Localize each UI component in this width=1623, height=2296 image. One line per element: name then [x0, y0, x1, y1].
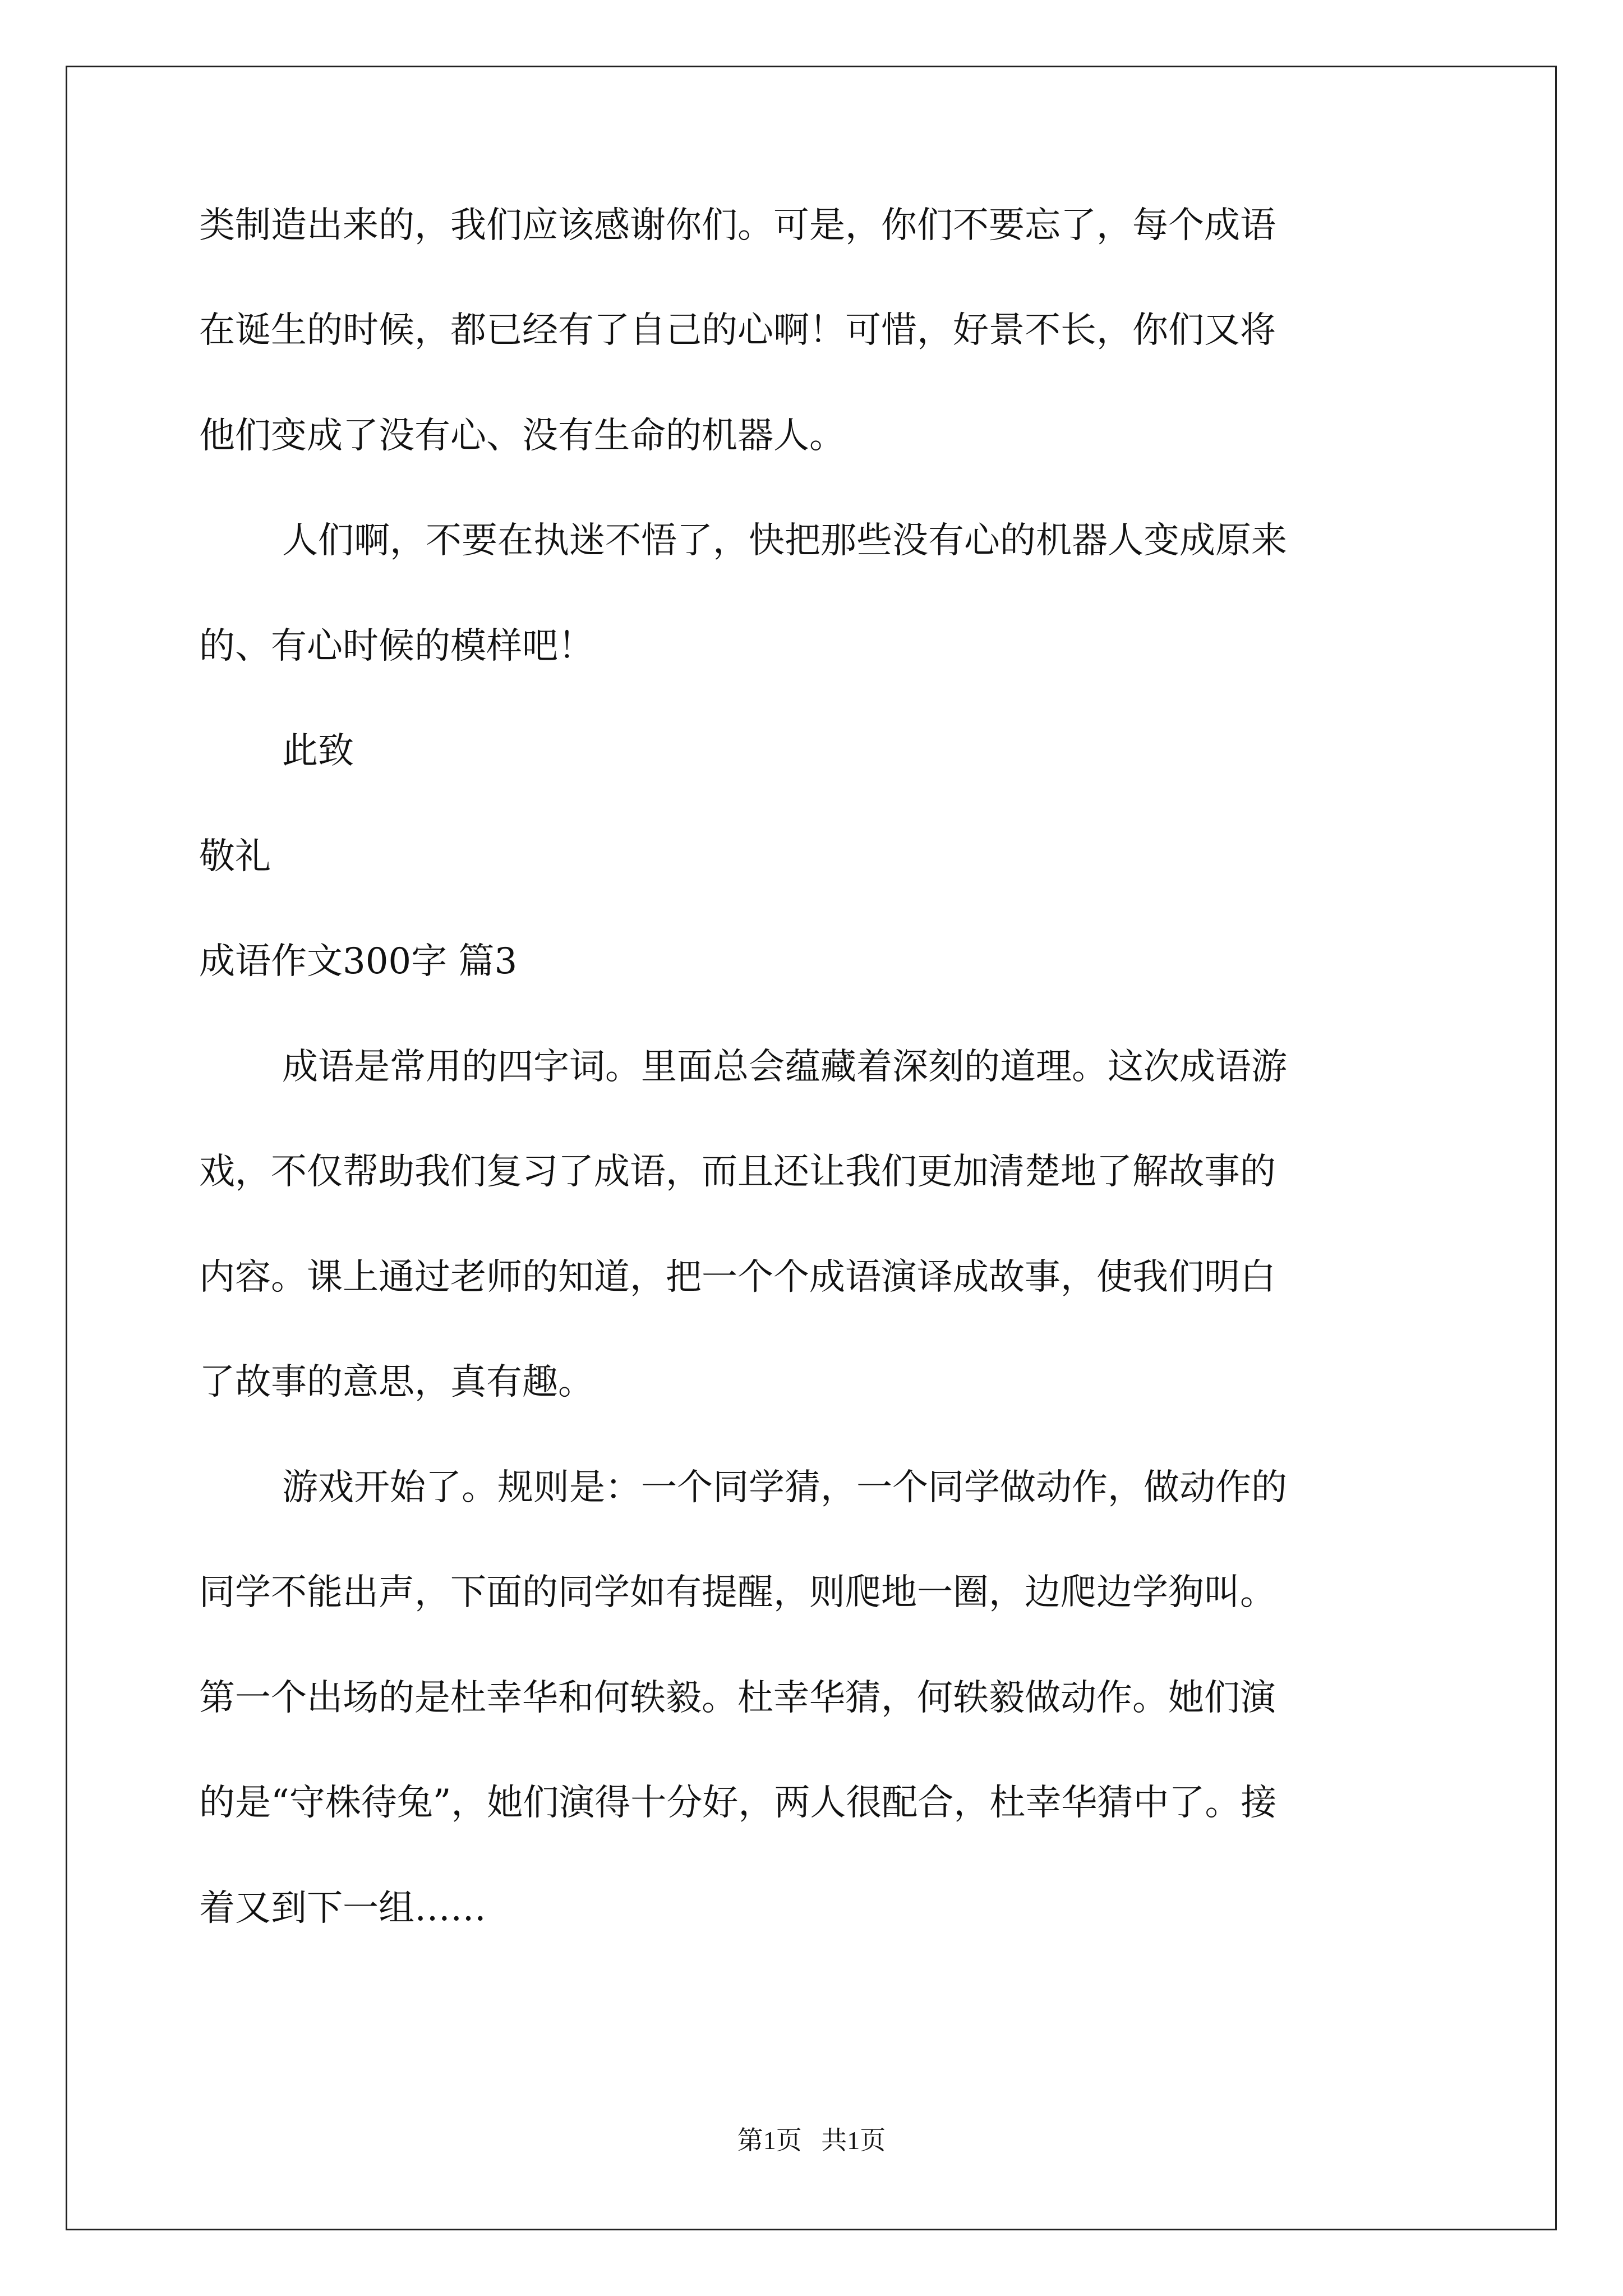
page-number: 第1页 共1页: [737, 2126, 886, 2155]
section-heading: 成语作文300字 篇3: [199, 941, 518, 982]
closing-regards: 敬礼: [199, 836, 271, 877]
text-line: 类制造出来的，我们应该感谢你们。可是，你们不要忘了，每个成语: [199, 205, 1276, 246]
text-line: 戏，不仅帮助我们复习了成语，而且还让我们更加清楚地了解故事的: [199, 1151, 1276, 1193]
text-line: 内容。课上通过老师的知道，把一个个成语演译成故事，使我们明白: [199, 1257, 1276, 1298]
text-line: 了故事的意思，真有趣。: [199, 1361, 594, 1403]
text-line: 同学不能出声，下面的同学如有提醒，则爬地一圈，边爬边学狗叫。: [199, 1572, 1276, 1613]
text-line: 着又到下一组……: [199, 1888, 486, 1929]
paragraph-start: 成语是常用的四字词。里面总会蕴藏着深刻的道理。这次成语游: [282, 1046, 1287, 1088]
text-line: 的是“守株待兔”，她们演得十分好，两人很配合，杜幸华猜中了。接: [199, 1782, 1277, 1824]
text-line: 的、有心时候的模样吧！: [199, 625, 594, 667]
text-line: 他们变成了没有心、没有生命的机器人。: [199, 415, 845, 457]
text-line: 在诞生的时候，都已经有了自己的心啊！可惜，好景不长，你们又将: [199, 310, 1276, 351]
closing-salutation: 此致: [282, 730, 354, 772]
paragraph-start: 人们啊，不要在执迷不悟了，快把那些没有心的机器人变成原来: [282, 520, 1287, 562]
text-line: 第一个出场的是杜幸华和何轶毅。杜幸华猜，何轶毅做动作。她们演: [199, 1677, 1276, 1719]
paragraph-start: 游戏开始了。规则是：一个同学猜，一个同学做动作，做动作的: [282, 1467, 1287, 1508]
page-footer: [0, 2128, 1623, 2154]
